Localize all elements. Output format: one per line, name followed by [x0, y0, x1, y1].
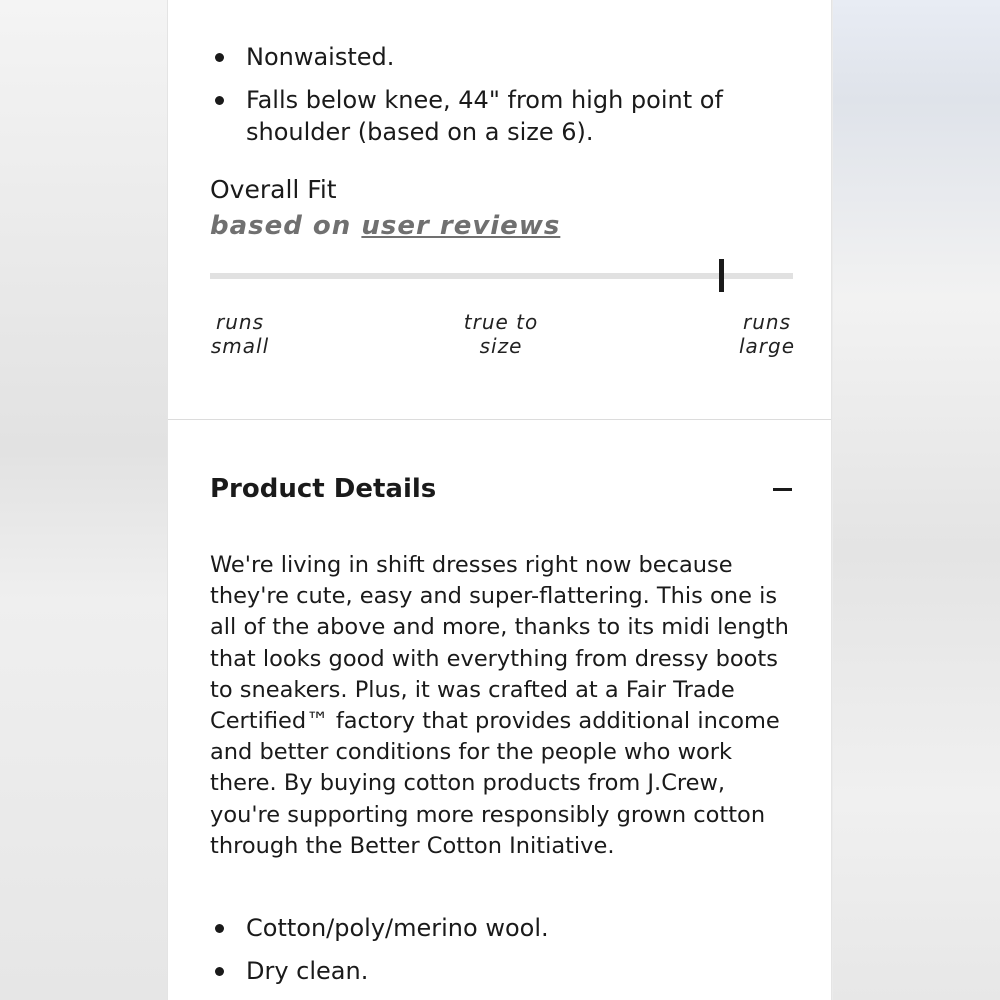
overall-fit-title: Overall Fit: [210, 175, 337, 204]
bullet-icon: [215, 967, 224, 976]
list-item: [210, 912, 770, 944]
product-description: We're living in shift dresses right now because they're cute, easy and super-flattering. This one is all of the above and more, thanks to its midi length that looks good with everything from dressy boots to sneakers. Plus, it was crafted at a Fair Trade Certified™ factory that provides additional income and better conditions for the people who work there. By buying cotton products from J.Crew, you're supporting more responsibly grown cotton through the Better Cotton Initiative.: [210, 552, 789, 859]
subtitle-prefix: based on: [210, 211, 352, 241]
fit-label-line: size: [479, 334, 523, 358]
list-item: [210, 955, 770, 987]
fit-label-line: small: [210, 334, 270, 358]
list-item: [210, 41, 770, 73]
list-item: [210, 84, 770, 148]
fit-scale-marker: [719, 259, 724, 292]
fit-label-runs-small: [210, 310, 270, 358]
bullet-icon: [215, 96, 224, 105]
fit-details-list: [210, 41, 770, 159]
fit-label-line: large: [738, 334, 796, 358]
minus-icon[interactable]: [773, 488, 792, 491]
product-detail-text: Cotton/poly/merino wool.: [246, 914, 549, 942]
fit-label-line: runs: [743, 310, 791, 334]
background-left: [0, 0, 167, 1000]
fit-detail-text: Falls below knee, 44" from high point of shoulder (based on a size 6).: [246, 86, 723, 146]
section-divider: [168, 419, 831, 420]
fit-detail-text: Nonwaisted.: [246, 43, 395, 71]
overall-fit-subtitle: [210, 211, 560, 241]
fit-label-line: runs: [216, 310, 264, 334]
bullet-icon: [215, 53, 224, 62]
fit-label-runs-large: [736, 310, 798, 358]
product-detail-text: Dry clean.: [246, 957, 369, 985]
background-right: [833, 0, 1000, 1000]
fit-label-true-to-size: [456, 310, 546, 358]
user-reviews-link[interactable]: user reviews: [361, 211, 561, 241]
product-details-title: Product Details: [210, 474, 437, 504]
fit-label-line: true to: [463, 310, 539, 334]
product-details-list: [210, 912, 770, 998]
bullet-icon: [215, 924, 224, 933]
fit-scale-track: [210, 273, 793, 279]
product-info-panel: [167, 0, 832, 1000]
